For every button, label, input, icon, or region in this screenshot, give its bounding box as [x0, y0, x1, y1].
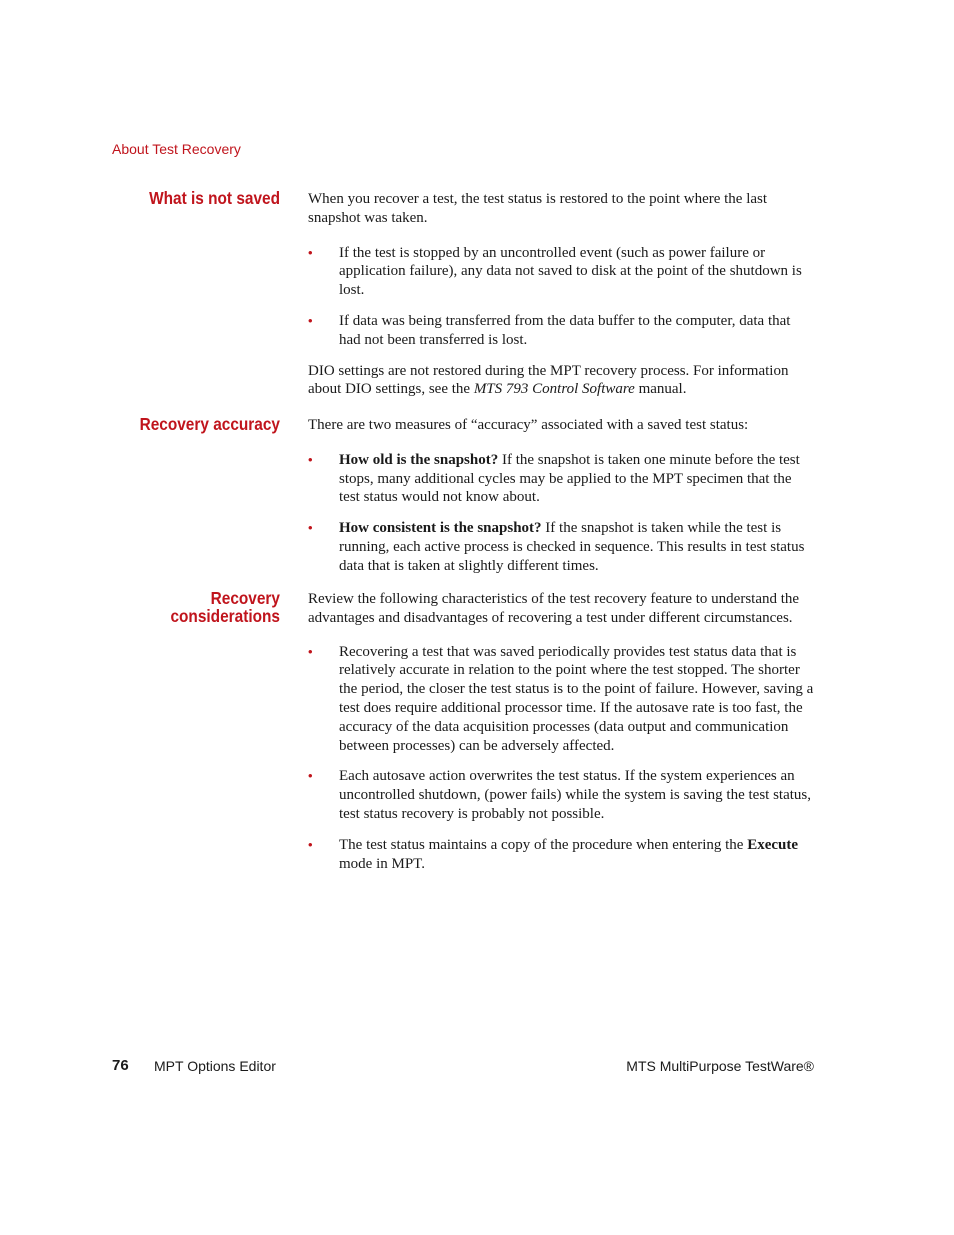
list-item-lead: How consistent is the snapshot? [339, 520, 542, 537]
section-title-line: considerations [170, 606, 280, 626]
bullet-icon: • [308, 643, 313, 659]
paragraph: Review the following characteristics of the test recovery feature to understand the advantages and disadvantages of recovering a test under different circumstances. [308, 591, 800, 626]
section-title: What is not saved [149, 188, 280, 208]
page-number: 76 [112, 1057, 129, 1074]
list-item-text: If the test is stopped by an uncontrolled event (such as power failure or application failure), any data not saved to disk at the point of the shutdown is lost. [339, 244, 802, 299]
section-body [308, 590, 814, 873]
list-item [308, 767, 814, 823]
section-title [122, 589, 280, 625]
bullet-icon: • [308, 451, 313, 467]
list-item-lead: How old is the snapshot? [339, 451, 499, 468]
list-item-text: If the snapshot is taken one minute before the test stops, many additional cycles may be applied to the MPT specimen that the test status would not know about. [339, 451, 800, 506]
bullet-list [308, 643, 814, 874]
text-run: DIO settings are not restored during the MPT recovery process. For information about DIO settings, see the [308, 362, 789, 398]
footer-book-title: MPT Options Editor [154, 1058, 276, 1074]
list-item-text: If data was being transferred from the data buffer to the computer, data that had not been transferred is lost. [339, 312, 791, 348]
paragraph: There are two measures of “accuracy” associated with a saved test status: [308, 417, 749, 433]
section-title-line: Recovery [210, 588, 280, 608]
list-item [308, 836, 814, 874]
bullet-icon: • [308, 836, 313, 852]
list-item [308, 519, 814, 575]
bullet-icon: • [308, 244, 313, 260]
list-item [308, 643, 814, 756]
running-header: About Test Recovery [112, 141, 241, 157]
list-item-text: If the snapshot is taken while the test is running, each active process is checked in sequence. This results in test status data that is taken at slightly different times. [339, 520, 805, 574]
paragraph: When you recover a test, the test status is restored to the point where the last snapshot was taken. [308, 191, 768, 226]
bullet-list [308, 451, 814, 576]
list-item [308, 451, 814, 507]
list-item-text: Each autosave action overwrites the test status. If the system experiences an uncontrolled shutdown, (power fails) while the system is saving the test status, test status recovery is probably not possible. [339, 768, 812, 822]
bullet-icon: • [308, 520, 313, 536]
list-item [308, 312, 814, 350]
section-body [308, 190, 814, 399]
list-item [308, 244, 814, 300]
bullet-list [308, 244, 814, 350]
text-run: manual. [634, 381, 687, 398]
bullet-icon: • [308, 768, 313, 784]
bullet-icon: • [308, 312, 313, 328]
footer-product-name: MTS MultiPurpose TestWare® [626, 1058, 814, 1074]
list-item-text: Recovering a test that was saved periodically provides test status data that is relatively accurate in relation to the point where the test stopped. The shorter the period, the closer the test status is to the point of failure. However, saving a test does require additional processor time. If the autosave rate is too fast, the accuracy of the data acquisition processes (data output and communication between processes) can be adversely affected. [339, 643, 814, 754]
execute-mode-label: Execute [747, 836, 799, 853]
list-item-text: mode in MPT. [339, 855, 425, 872]
list-item-text: The test status maintains a copy of the procedure when entering the [339, 836, 748, 853]
section-body [308, 416, 814, 576]
section-title: Recovery accuracy [139, 414, 280, 434]
paragraph [308, 362, 814, 400]
manual-title: MTS 793 Control Software [473, 381, 635, 398]
